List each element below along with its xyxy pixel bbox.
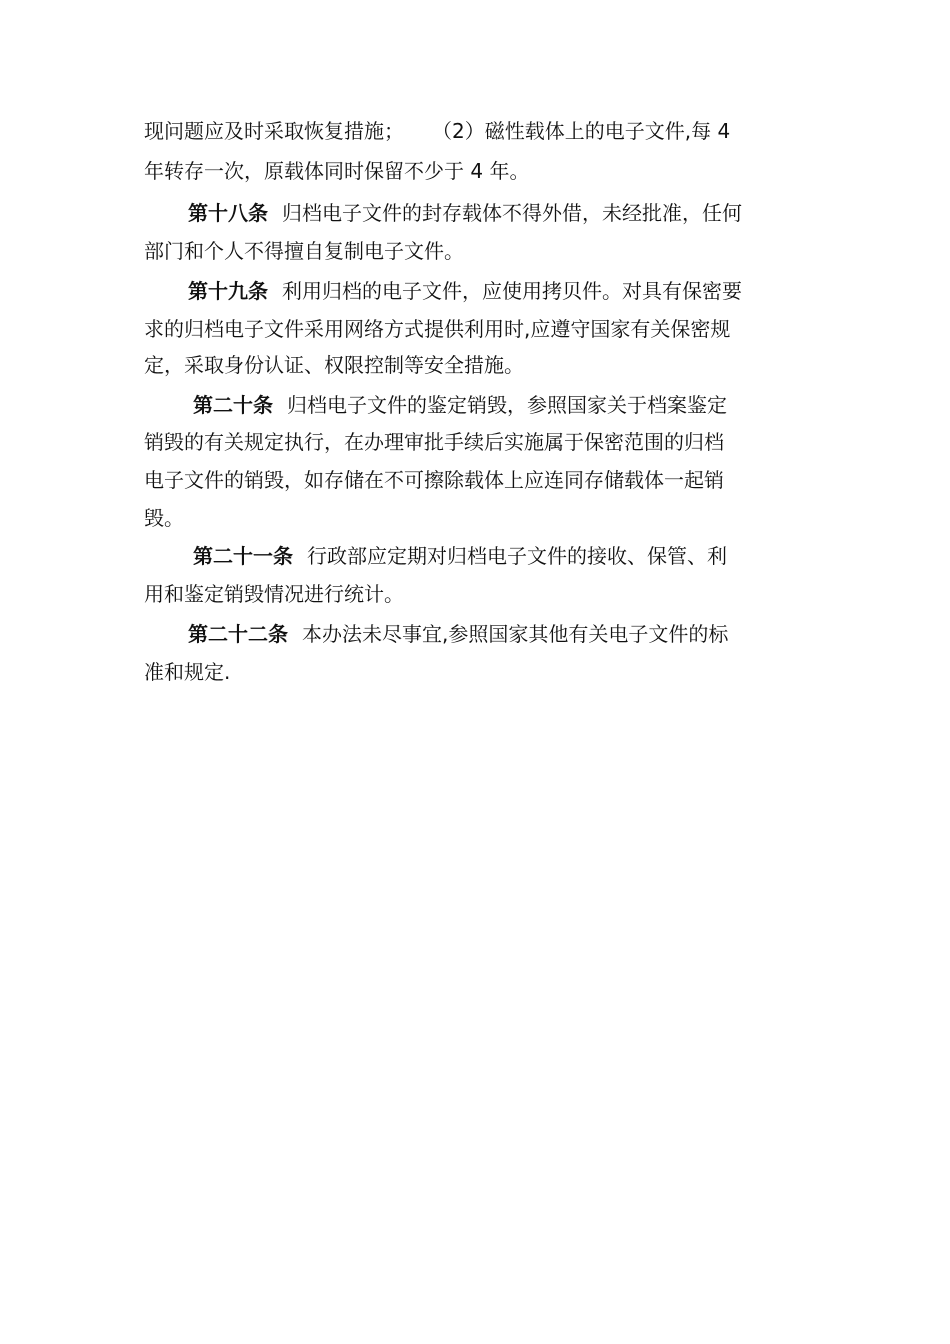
article-19-heading: 第十九条 bbox=[188, 279, 268, 303]
article-21-line2: 用和鉴定销毁情况进行统计。 bbox=[144, 582, 404, 606]
article-20-line1 bbox=[193, 392, 727, 418]
article-18-text: 归档电子文件的封存载体不得外借，未经批准，任何 bbox=[282, 201, 742, 225]
article-19-line1 bbox=[188, 278, 742, 304]
article-21-text: 行政部应定期对归档电子文件的接收、保管、利 bbox=[307, 544, 727, 568]
para17-line1-b: （2）磁性载体上的电子文件,每 4 bbox=[432, 119, 731, 143]
para17-line2: 年转存一次，原载体同时保留不少于 4 年。 bbox=[144, 159, 530, 183]
article-22-line1 bbox=[188, 621, 728, 647]
article-19-text: 利用归档的电子文件，应使用拷贝件。对具有保密要 bbox=[282, 279, 742, 303]
article-18-line2: 部门和个人不得擅自复制电子文件。 bbox=[144, 239, 464, 263]
article-20-line3: 电子文件的销毁，如存储在不可擦除载体上应连同存储载体一起销 bbox=[144, 468, 724, 492]
article-21-heading: 第二十一条 bbox=[193, 544, 293, 568]
article-20-heading: 第二十条 bbox=[193, 393, 273, 417]
article-19-line2: 求的归档电子文件采用网络方式提供利用时,应遵守国家有关保密规 bbox=[144, 317, 731, 341]
article-20-line4: 毁。 bbox=[144, 506, 184, 530]
article-22-line2: 准和规定. bbox=[144, 660, 231, 684]
article-19-line3: 定，采取身份认证、权限控制等安全措施。 bbox=[144, 353, 524, 377]
article-20-line2: 销毁的有关规定执行，在办理审批手续后实施属于保密范围的归档 bbox=[144, 430, 724, 454]
article-21-line1 bbox=[193, 543, 727, 569]
article-20-text: 归档电子文件的鉴定销毁，参照国家关于档案鉴定 bbox=[287, 393, 727, 417]
article-18-heading: 第十八条 bbox=[188, 201, 268, 225]
article-22-text: 本办法未尽事宜,参照国家其他有关电子文件的标 bbox=[302, 622, 729, 646]
article-22-heading: 第二十二条 bbox=[188, 622, 288, 646]
para17-line1 bbox=[144, 118, 730, 144]
para17-line1-a: 现问题应及时采取恢复措施； bbox=[144, 119, 404, 143]
article-18-line1 bbox=[188, 200, 742, 226]
